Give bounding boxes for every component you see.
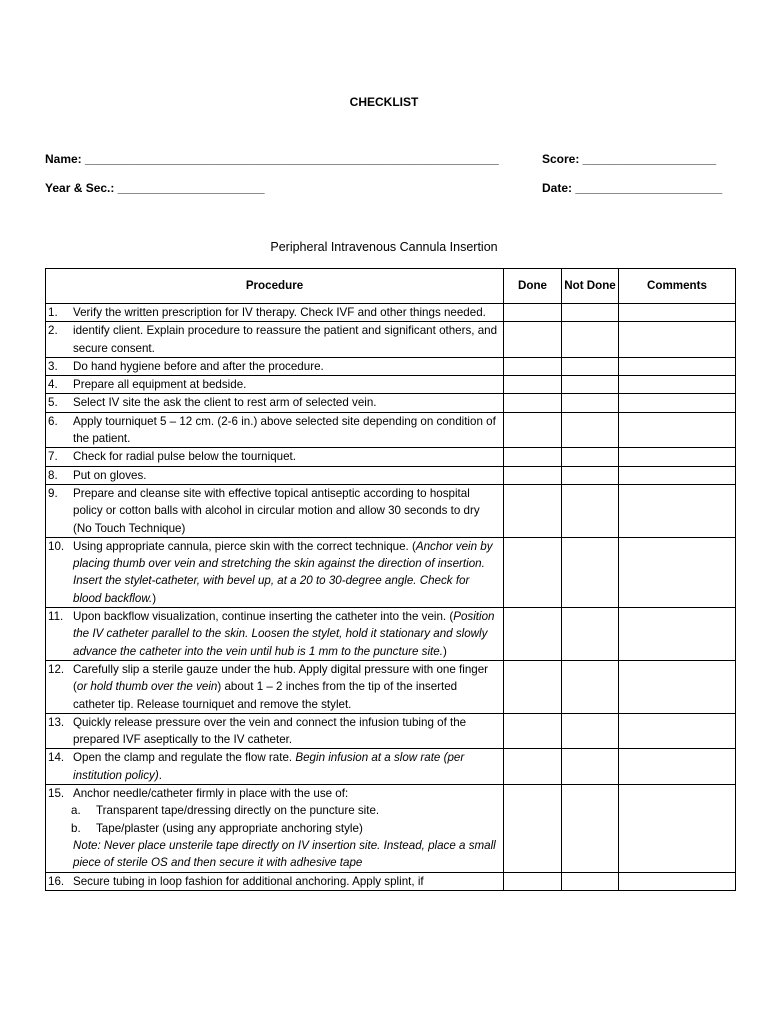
date-field: Date: ______________________ <box>542 181 723 195</box>
procedure-cell <box>46 376 504 394</box>
sub-step <box>48 820 500 837</box>
comments-cell[interactable] <box>619 322 736 358</box>
table-row <box>46 785 736 872</box>
step-text-main: Upon backflow visualization, continue inserting the catheter into the vein. ( <box>73 610 454 624</box>
step-number: 2. <box>48 324 58 338</box>
step-text <box>73 714 500 749</box>
comments-cell[interactable] <box>619 872 736 890</box>
not-done-cell[interactable] <box>562 608 619 661</box>
not-done-cell[interactable] <box>562 749 619 785</box>
done-cell[interactable] <box>504 608 562 661</box>
not-done-cell[interactable] <box>562 785 619 872</box>
step-number: 8. <box>48 468 58 482</box>
not-done-cell[interactable] <box>562 448 619 466</box>
step-text-main: Apply tourniquet 5 – 12 cm. (2-6 in.) above selected site depending on condition of the patient. <box>73 414 496 446</box>
procedure-cell <box>46 660 504 713</box>
table-row <box>46 608 736 661</box>
step-text-main: Open the clamp and regulate the flow rate. <box>73 751 296 765</box>
sub-step-text: Transparent tape/dressing directly on the puncture site. <box>96 804 380 818</box>
step-text-emphasis: Position the IV catheter parallel to the skin. Loosen the stylet, hold it stationary and slowly advance the catheter into the vein until hub is 1 mm to the puncture site. <box>73 610 495 658</box>
step-number: 13. <box>48 715 65 729</box>
procedure-cell <box>46 713 504 749</box>
step-number: 14. <box>48 751 65 765</box>
done-cell[interactable] <box>504 660 562 713</box>
done-cell[interactable] <box>504 304 562 322</box>
done-cell[interactable] <box>504 466 562 484</box>
not-done-cell[interactable] <box>562 322 619 358</box>
checklist-subtitle: Peripheral Intravenous Cannula Insertion <box>270 240 498 254</box>
sub-step-text: Tape/plaster (using any appropriate anchoring style) <box>96 821 363 835</box>
comments-cell[interactable] <box>619 304 736 322</box>
step-text <box>73 485 500 537</box>
step-text <box>73 661 500 713</box>
step-text <box>73 873 500 890</box>
name-field: Name: ______________________________________________________________ <box>45 152 499 166</box>
done-cell[interactable] <box>504 412 562 448</box>
step-text-tail: ) <box>152 591 157 605</box>
table-row <box>46 304 736 322</box>
procedure-cell <box>46 322 504 358</box>
step-text <box>73 304 500 321</box>
step-text-main: Select IV site the ask the client to rest arm of selected vein. <box>73 396 377 410</box>
done-cell[interactable] <box>504 537 562 607</box>
done-cell[interactable] <box>504 713 562 749</box>
comments-cell[interactable] <box>619 394 736 412</box>
not-done-cell[interactable] <box>562 394 619 412</box>
step-text-main: Verify the written prescription for IV therapy. Check IVF and other things needed. <box>73 306 486 319</box>
table-row <box>46 537 736 607</box>
not-done-cell[interactable] <box>562 412 619 448</box>
procedure-cell <box>46 357 504 375</box>
comments-cell[interactable] <box>619 466 736 484</box>
step-text-main: identify client. Explain procedure to reassure the patient and significant others, and secure consent. <box>73 324 498 355</box>
procedure-cell <box>46 608 504 661</box>
procedure-cell <box>46 537 504 607</box>
done-header: Done <box>504 269 562 304</box>
table-row <box>46 713 736 749</box>
table-row <box>46 466 736 484</box>
table-row <box>46 322 736 358</box>
step-text-tail: ) <box>442 644 447 658</box>
step-text-main: Using appropriate cannula, pierce skin with the correct technique. ( <box>73 539 416 553</box>
done-cell[interactable] <box>504 872 562 890</box>
step-text-main: Anchor needle/catheter firmly in place with the use of: <box>73 787 349 801</box>
step-text-main: Secure tubing in loop fashion for additional anchoring. Apply splint, if <box>73 874 424 888</box>
not-done-cell[interactable] <box>562 376 619 394</box>
step-text-main: Put on gloves. <box>73 468 147 482</box>
not-done-cell[interactable] <box>562 466 619 484</box>
step-number: 4. <box>48 378 58 392</box>
not-done-cell[interactable] <box>562 872 619 890</box>
step-number: 9. <box>48 486 58 500</box>
not-done-cell[interactable] <box>562 713 619 749</box>
step-text-main: Check for radial pulse below the tourniquet. <box>73 450 296 464</box>
step-text-tail: . <box>158 768 162 782</box>
table-header-row <box>46 269 736 304</box>
not-done-cell[interactable] <box>562 304 619 322</box>
sub-step <box>48 802 500 819</box>
sub-step-letter: a. <box>71 804 81 818</box>
comments-cell[interactable] <box>619 357 736 375</box>
not-done-cell[interactable] <box>562 484 619 537</box>
procedure-cell <box>46 304 504 322</box>
step-text-main: Do hand hygiene before and after the procedure. <box>73 359 324 373</box>
comments-cell[interactable] <box>619 376 736 394</box>
step-text <box>73 608 500 660</box>
comments-cell[interactable] <box>619 484 736 537</box>
done-cell[interactable] <box>504 749 562 785</box>
not-done-cell[interactable] <box>562 357 619 375</box>
table-row <box>46 394 736 412</box>
done-cell[interactable] <box>504 448 562 466</box>
table-row <box>46 872 736 890</box>
procedure-cell <box>46 412 504 448</box>
step-text <box>73 322 500 357</box>
procedure-table <box>45 268 736 891</box>
table-row <box>46 660 736 713</box>
procedure-cell <box>46 785 504 872</box>
step-text <box>73 749 500 784</box>
procedure-cell <box>46 466 504 484</box>
comments-cell[interactable] <box>619 749 736 785</box>
step-text-emphasis: Anchor vein by placing thumb over vein and stretching the skin against the direction of insertion. Insert the stylet-catheter, with bevel up, at a 20 to 30-degree angle. Check for blood backflow. <box>73 539 493 605</box>
step-text <box>73 394 500 411</box>
procedure-cell <box>46 448 504 466</box>
table-row <box>46 749 736 785</box>
done-cell[interactable] <box>504 484 562 537</box>
step-text <box>73 376 500 393</box>
table-row <box>46 412 736 448</box>
table-row <box>46 376 736 394</box>
step-text-tail: ) about 1 – 2 inches from the tip of the inserted catheter tip. Release tourniquet and remove the stylet. <box>73 680 458 711</box>
step-note: Note: Never place unsterile tape directly on IV insertion site. Instead, place a small piece of sterile OS and then secure it with adhesive tape <box>73 838 496 870</box>
step-text <box>73 467 500 484</box>
table-row <box>46 357 736 375</box>
step-number: 16. <box>48 874 65 888</box>
step-text-main: Carefully slip a sterile gauze under the hub. Apply digital pressure with one finger ( <box>73 662 489 694</box>
step-number: 6. <box>48 414 58 428</box>
procedure-cell <box>46 872 504 890</box>
comments-cell[interactable] <box>619 785 736 872</box>
done-cell[interactable] <box>504 376 562 394</box>
step-text-emphasis: Begin infusion at a slow rate (per institution policy) <box>73 751 465 782</box>
procedure-cell <box>46 749 504 785</box>
step-number: 7. <box>48 450 58 464</box>
done-cell[interactable] <box>504 785 562 872</box>
table-row <box>46 448 736 466</box>
step-text-main: Prepare all equipment at bedside. <box>73 378 247 392</box>
not-done-cell[interactable] <box>562 660 619 713</box>
step-text-emphasis: or hold thumb over the vein <box>76 680 218 694</box>
table-row <box>46 484 736 537</box>
comments-cell[interactable] <box>619 448 736 466</box>
step-text-main: Quickly release pressure over the vein and connect the infusion tubing of the prepared IVF aseptically to the IV catheter. <box>73 715 467 747</box>
step-number: 11. <box>48 610 64 624</box>
score-field: Score: ____________________ <box>542 152 717 166</box>
step-number: 12. <box>48 662 65 676</box>
document-title: CHECKLIST <box>349 95 419 109</box>
step-number: 3. <box>48 359 58 373</box>
step-number: 10. <box>48 539 65 553</box>
step-text <box>73 413 500 448</box>
step-text <box>73 358 500 375</box>
step-text <box>73 538 500 607</box>
comments-header: Comments <box>619 269 736 304</box>
year-section-field: Year & Sec.: ______________________ <box>45 181 265 195</box>
step-text <box>73 785 500 871</box>
comments-cell[interactable] <box>619 660 736 713</box>
step-number: 15. <box>48 787 65 801</box>
step-text-main: Prepare and cleanse site with effective topical antiseptic according to hospital policy or cotton balls with alcohol in circular motion and allow 30 seconds to dry (No Touch Technique) <box>73 486 480 535</box>
procedure-header: Procedure <box>46 269 504 304</box>
step-number: 1. <box>48 306 58 319</box>
not-done-header: Not Done <box>562 269 619 304</box>
done-cell[interactable] <box>504 357 562 375</box>
step-text <box>73 448 500 465</box>
done-cell[interactable] <box>504 322 562 358</box>
comments-cell[interactable] <box>619 412 736 448</box>
procedure-cell <box>46 484 504 537</box>
comments-cell[interactable] <box>619 537 736 607</box>
not-done-cell[interactable] <box>562 537 619 607</box>
comments-cell[interactable] <box>619 608 736 661</box>
procedure-cell <box>46 394 504 412</box>
comments-cell[interactable] <box>619 713 736 749</box>
sub-step-letter: b. <box>71 821 81 835</box>
step-number: 5. <box>48 396 58 410</box>
done-cell[interactable] <box>504 394 562 412</box>
